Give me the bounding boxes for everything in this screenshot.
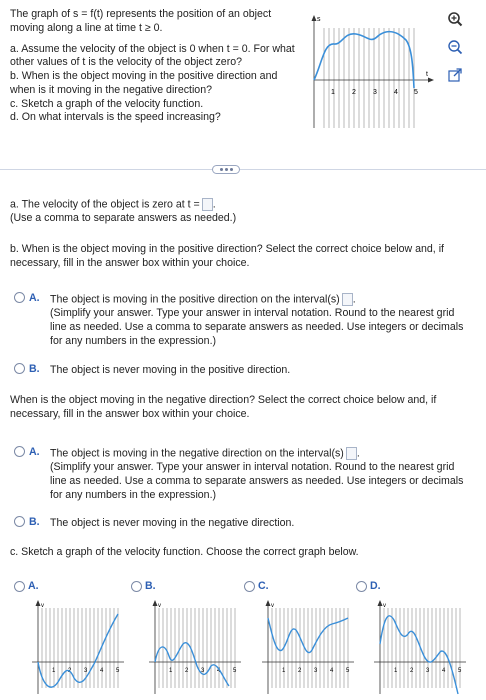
tick-b-3: 3 [201, 668, 205, 674]
tick-d-2: 2 [410, 668, 414, 674]
part-b-neg-option-a-letter: A. [29, 446, 40, 458]
part-b-neg-option-a-text: The object is moving in the negative direction on the interval(s) [50, 447, 344, 460]
tick-c-5: 5 [346, 668, 350, 674]
tick-b-2: 2 [185, 668, 189, 674]
part-b-pos-option-b-radio[interactable] [14, 363, 25, 374]
question-part-c: c. Sketch a graph of the velocity function. [10, 97, 204, 110]
tick-1: 1 [331, 89, 335, 96]
tick-b-4: 4 [217, 668, 221, 674]
tick-a-2: 2 [68, 668, 72, 674]
part-a-answer-box[interactable] [202, 198, 213, 211]
velocity-graph-c[interactable] [258, 594, 358, 698]
tick-2: 2 [352, 89, 356, 96]
tick-a-4: 4 [100, 668, 104, 674]
v-label-b: v [158, 603, 161, 609]
part-c-option-a-radio[interactable] [14, 581, 25, 592]
part-c-option-c-letter: C. [258, 580, 269, 592]
part-b-neg-option-b-radio[interactable] [14, 516, 25, 527]
question-part-b: b. When is the object moving in the positive direction and when is it moving in the negative direction? [10, 70, 278, 96]
part-b-pos-answer-box[interactable] [342, 293, 353, 306]
part-c-option-b-radio[interactable] [131, 581, 142, 592]
part-c-option-a-letter: A. [28, 580, 39, 592]
part-b-neg-option-a-radio[interactable] [14, 446, 25, 457]
tick-a-1: 1 [52, 668, 56, 674]
velocity-graph-a[interactable] [28, 594, 128, 698]
part-b-neg-prompt: When is the object moving in the negative direction? Select the correct choice below and, if necessary, fill in the answer box within your choice. [10, 394, 437, 420]
part-c-option-d-radio[interactable] [356, 581, 367, 592]
tick-c-2: 2 [298, 668, 302, 674]
tick-a-5: 5 [116, 668, 120, 674]
tick-b-1: 1 [169, 668, 173, 674]
part-b-pos-option-a-text: The object is moving in the positive direction on the interval(s) [50, 293, 340, 306]
part-a-hint: (Use a comma to separate answers as needed.) [10, 212, 237, 225]
part-c-option-c-radio[interactable] [244, 581, 255, 592]
part-b-pos-option-a: The object is moving in the positive direction on the interval(s) . (Simplify your answer. Type your answer in interval notation. Round to the nearest grid line as needed. Use a comma to separate answers as needed. Use integers or decimals for any numbers in the expression.) [50, 293, 470, 348]
section-divider [0, 169, 486, 170]
tick-3: 3 [373, 89, 377, 96]
part-c-option-d-letter: D. [370, 580, 381, 592]
s-axis-label: s [317, 16, 321, 23]
external-link-icon[interactable] [446, 66, 464, 84]
tick-4: 4 [394, 89, 398, 96]
part-c-prompt: c. Sketch a graph of the velocity function. Choose the correct graph below. [10, 546, 359, 558]
velocity-curve-b [155, 643, 229, 686]
part-b-pos-prompt: b. When is the object moving in the positive direction? Select the correct choice below and, if necessary, fill in the answer box within your choice. [10, 243, 444, 269]
part-a-prompt: a. The velocity of the object is zero at t = [10, 198, 200, 211]
tick-c-4: 4 [330, 668, 334, 674]
question-text [10, 8, 302, 125]
tick-d-5: 5 [458, 668, 462, 674]
question-part-a: a. Assume the velocity of the object is 0 when t = 0. For what other values of t is the velocity of the object zero? [10, 42, 295, 69]
tick-d-4: 4 [442, 668, 446, 674]
part-a-section: a. The velocity of the object is zero at t = . (Use a comma to separate answers as needed.) [10, 198, 470, 226]
part-b-neg-option-b-letter: B. [29, 516, 40, 528]
t-axis-label: t [426, 71, 428, 78]
part-b-pos-option-b-text: The object is never moving in the positive direction. [50, 364, 291, 376]
zoom-in-icon[interactable] [446, 10, 464, 28]
velocity-graph-b[interactable] [145, 594, 245, 698]
part-b-neg-option-a: The object is moving in the negative direction on the interval(s) . (Simplify your answer. Type your answer in interval notation. Round to the nearest grid line as needed. Use a comma to separate answers as needed. Use integers or decimals for any numbers in the expression.) [50, 447, 470, 502]
v-label-d: v [383, 603, 386, 609]
part-b-neg-option-b-text: The object is never moving in the negative direction. [50, 517, 295, 529]
part-b-neg-answer-box[interactable] [346, 447, 357, 460]
tick-5: 5 [414, 89, 418, 96]
part-b-pos-option-a-hint: (Simplify your answer. Type your answer in interval notation. Round to the nearest grid line as needed. Use a comma to separate answers as needed. Use integers or decimals for any numbers in the expression.) [50, 307, 464, 347]
question-part-d: d. On what intervals is the speed increasing? [10, 111, 221, 124]
velocity-graph-d[interactable] [370, 594, 470, 698]
v-label-a: v [41, 603, 44, 609]
part-b-pos-option-a-letter: A. [29, 292, 40, 304]
tick-d-1: 1 [394, 668, 398, 674]
tick-d-3: 3 [426, 668, 430, 674]
tick-a-3: 3 [84, 668, 88, 674]
v-label-c: v [271, 603, 274, 609]
tick-c-3: 3 [314, 668, 318, 674]
zoom-out-icon[interactable] [446, 38, 464, 56]
part-b-pos-option-b-letter: B. [29, 363, 40, 375]
tick-b-5: 5 [233, 668, 237, 674]
expand-more-button[interactable] [212, 165, 240, 174]
position-graph [306, 8, 446, 133]
part-b-neg-option-a-hint: (Simplify your answer. Type your answer in interval notation. Round to the nearest grid line as needed. Use a comma to separate answers as needed. Use integers or decimals for any numbers in the expression.) [50, 461, 464, 501]
question-intro: The graph of s = f(t) represents the position of an object moving along a line at time t ≥ 0. [10, 8, 272, 34]
part-b-pos-option-a-radio[interactable] [14, 292, 25, 303]
part-c-option-b-letter: B. [145, 580, 156, 592]
tick-c-1: 1 [282, 668, 286, 674]
